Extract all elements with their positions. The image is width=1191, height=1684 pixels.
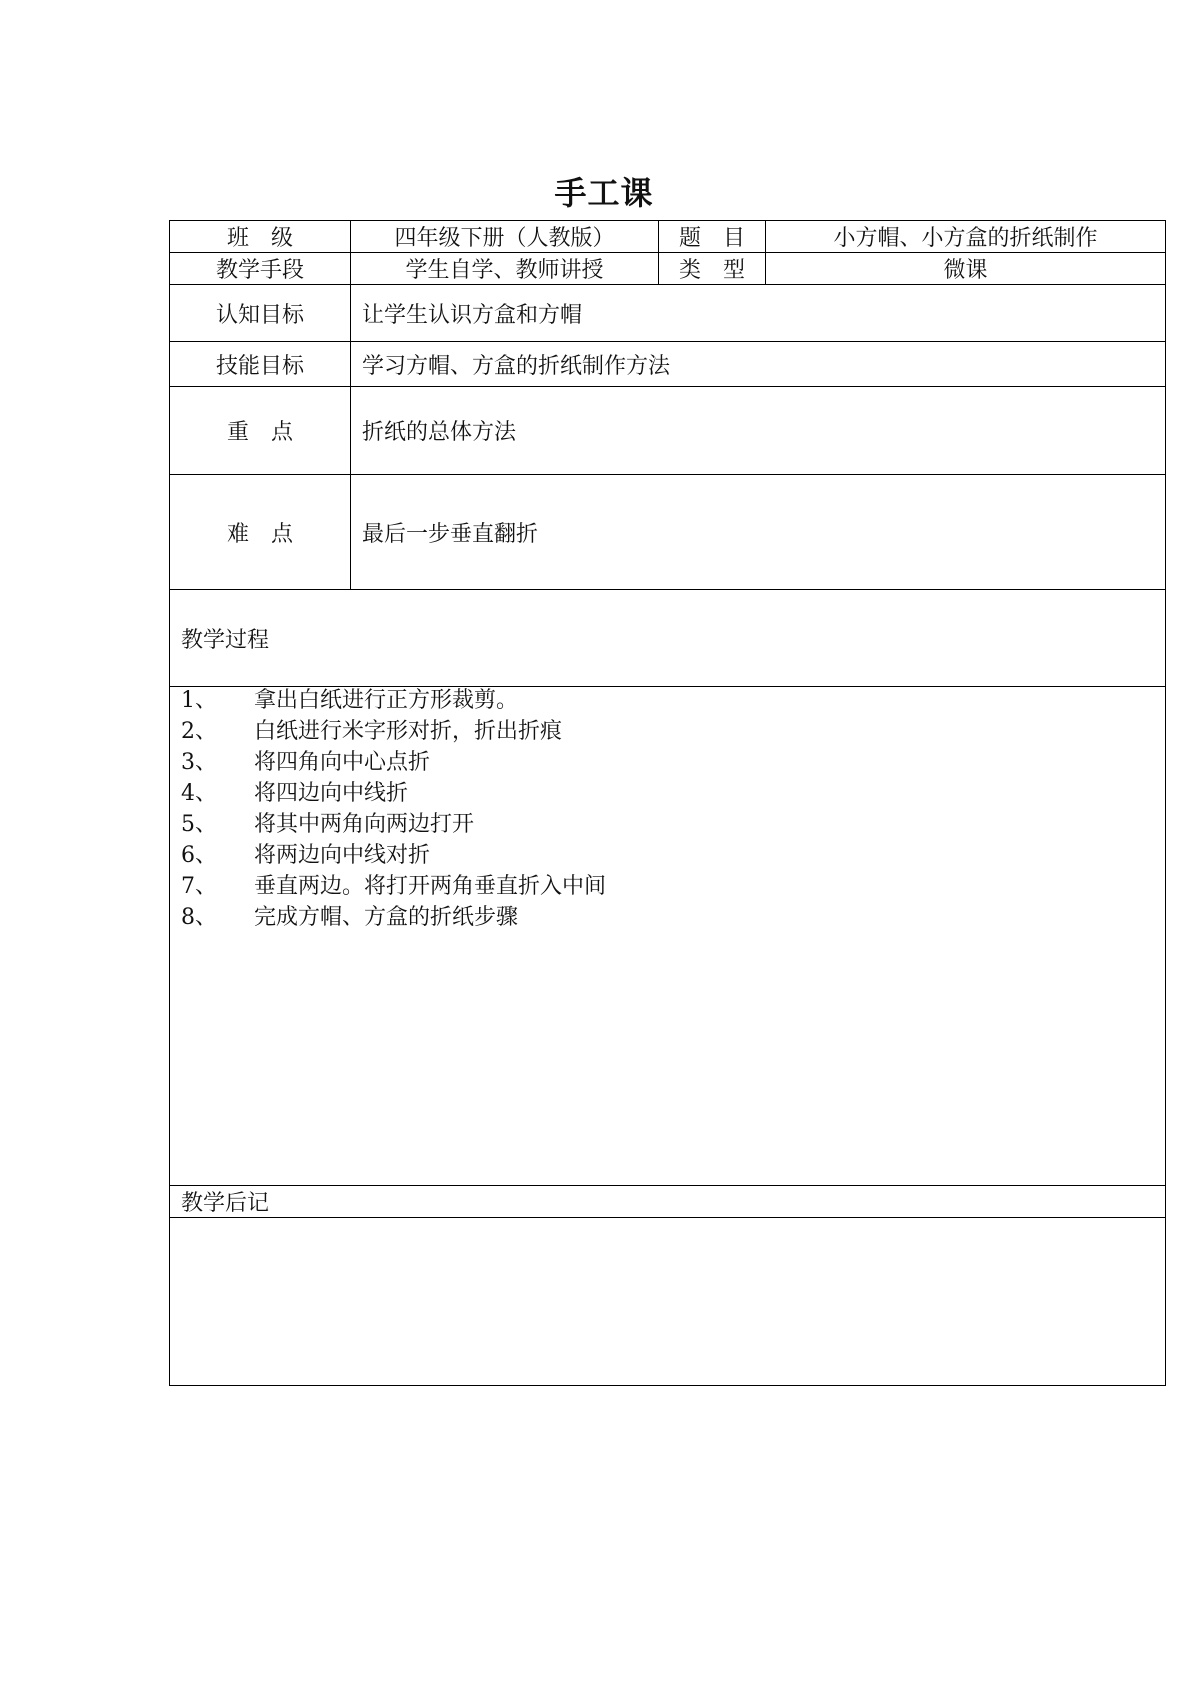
key-value: 折纸的总体方法	[362, 420, 517, 445]
class-label: 班 级	[226, 226, 293, 251]
key-label: 重 点	[226, 420, 293, 445]
method-value-cell	[350, 252, 659, 285]
key-value-cell	[350, 386, 1166, 475]
class-value-cell	[350, 220, 659, 253]
type-value: 微课	[943, 258, 988, 283]
type-label: 类 型	[678, 258, 745, 283]
method-value: 学生自学、教师讲授	[405, 258, 604, 283]
step-number: 5、	[181, 812, 217, 837]
topic-value: 小方帽、小方盒的折纸制作	[833, 226, 1098, 251]
skill-label: 技能目标	[215, 353, 304, 379]
page-title: 手工课	[554, 174, 654, 212]
difficulty-value-cell	[350, 474, 1166, 590]
process-step	[181, 902, 1131, 933]
method-label-cell	[169, 252, 351, 285]
key-label-cell	[169, 386, 351, 475]
process-header-cell	[169, 589, 1166, 687]
difficulty-label-cell	[169, 474, 351, 590]
process-step	[181, 685, 1131, 716]
process-step	[181, 840, 1131, 871]
step-number: 4、	[181, 781, 217, 806]
process-label: 教学过程	[181, 627, 270, 653]
process-step	[181, 809, 1131, 840]
step-text: 将四角向中心点折	[254, 750, 431, 775]
skill-label-cell	[169, 341, 351, 387]
difficulty-label: 难 点	[226, 521, 293, 547]
type-value-cell	[765, 252, 1166, 285]
step-text: 白纸进行米字形对折，折出折痕	[254, 719, 563, 744]
step-number: 1、	[181, 688, 217, 713]
topic-label-cell	[658, 220, 766, 253]
reflection-body-cell	[169, 1217, 1166, 1386]
topic-label: 题 目	[678, 226, 745, 251]
cognitive-label: 认知目标	[215, 302, 304, 328]
process-step	[181, 747, 1131, 778]
reflection-header-cell	[169, 1185, 1166, 1218]
type-label-cell	[658, 252, 766, 285]
step-text: 将其中两角向两边打开	[254, 812, 475, 837]
step-number: 2、	[181, 719, 217, 744]
step-text: 将两边向中线对折	[254, 843, 431, 868]
step-number: 6、	[181, 843, 217, 868]
method-label: 教学手段	[215, 258, 304, 283]
difficulty-value: 最后一步垂直翻折	[362, 521, 539, 547]
cognitive-value: 让学生认识方盒和方帽	[362, 302, 583, 328]
step-number: 8、	[181, 905, 217, 930]
skill-value: 学习方帽、方盒的折纸制作方法	[362, 353, 671, 379]
step-text: 将四边向中线折	[254, 781, 409, 806]
process-step	[181, 778, 1131, 809]
reflection-label: 教学后记	[181, 1191, 270, 1216]
process-step	[181, 716, 1131, 747]
process-steps-list	[181, 685, 1131, 933]
step-number: 7、	[181, 874, 217, 899]
step-number: 3、	[181, 750, 217, 775]
step-text: 垂直两边。将打开两角垂直折入中间	[254, 874, 607, 899]
process-step	[181, 871, 1131, 902]
step-text: 完成方帽、方盒的折纸步骤	[254, 905, 519, 930]
class-label-cell	[169, 220, 351, 253]
cognitive-value-cell	[350, 284, 1166, 342]
topic-value-cell	[765, 220, 1166, 253]
cognitive-label-cell	[169, 284, 351, 342]
class-value: 四年级下册（人教版）	[394, 226, 615, 251]
skill-value-cell	[350, 341, 1166, 387]
step-text: 拿出白纸进行正方形裁剪。	[254, 688, 519, 713]
